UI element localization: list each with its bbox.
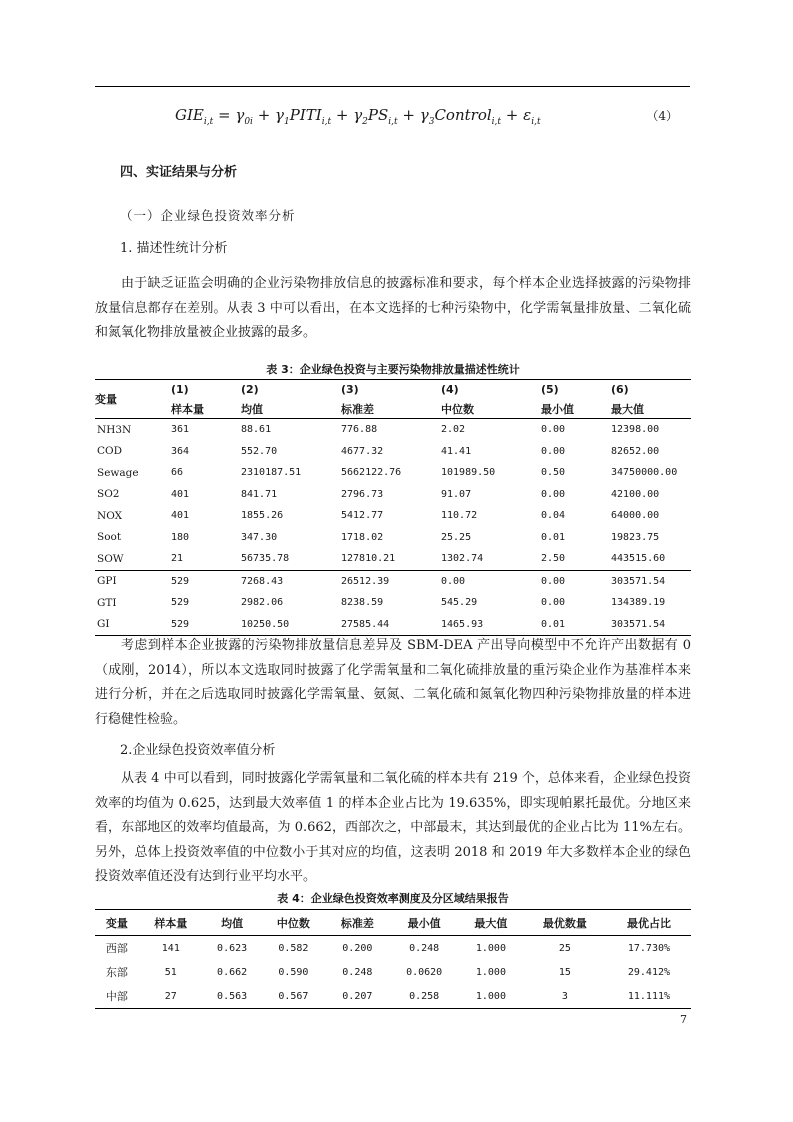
table-cell: 0.00 [541, 597, 566, 609]
table-cell: 0.00 [441, 570, 541, 592]
table-cell: 0.04 [541, 510, 566, 522]
table-cell: 101989.50 [441, 467, 496, 479]
table3-colname: 最大值 [611, 402, 644, 416]
table-row [95, 614, 691, 636]
table-row [95, 960, 691, 984]
subsection-title: （一）企业绿色投资效率分析 [120, 208, 296, 223]
table4-col-header: 最小值 [389, 910, 459, 936]
table-cell: 4677.32 [341, 445, 384, 457]
equation-4 [95, 106, 690, 128]
table-cell: 11.111% [607, 984, 691, 1009]
row-label: NOX [97, 509, 123, 522]
table-cell: 0.01 [541, 614, 611, 636]
table-cell: 3 [523, 984, 607, 1009]
row-label: GI [95, 614, 171, 636]
subsubsection-title-1: 1. 描述性统计分析 [120, 241, 228, 256]
table-cell: 1302.74 [441, 553, 484, 565]
row-label: COD [97, 445, 123, 458]
table-cell: 776.88 [341, 419, 441, 441]
table-cell: 361 [171, 419, 241, 441]
table3-colnum: (3) [341, 380, 441, 400]
table-cell: 34750000.00 [611, 467, 678, 479]
table3-colname: 中位数 [441, 402, 474, 416]
table-cell: 41.41 [441, 445, 472, 457]
table4-col-header: 样本量 [139, 910, 203, 936]
table-cell: 0.563 [203, 984, 262, 1009]
row-label: 东部 [105, 966, 128, 979]
table-cell: 0.248 [342, 966, 373, 978]
table-cell: 401 [171, 488, 190, 500]
paragraph-2: 考虑到样本企业披露的污染物排放量信息差异及 SBM-DEA 产出导向模型中不允许产出数据有 0（成刚，2014），所以本文选取同时披露了化学需氧量和二氧化硫排放量的重污染企业作为基准样本来进行分析，并在之后选取同时披露化学需氧量、氨氮、二氧化硫和氮氧化物四种污染物排放量的样本进行稳健性检验。 [95, 638, 691, 727]
table3-colname: 最小值 [541, 402, 574, 416]
table-cell: 529 [171, 597, 190, 609]
paragraph-3: 从表 4 中可以看到，同时披露化学需氧量和二氧化硫的样本共有 219 个，总体来看，企业绿色投资效率的均值为 0.625，达到最大效率值 1 的样本企业占比为 19.635%，即实现帕累托最优。分地区来看，东部地区的效率均值最高，为 0.662，西部次之，中部最末，其达到最优的企业占比为 11%左右。另外，总体上投资效率值的中位数小于其对应的均值，这表明 2018 和 2019 年大多数样本企业的绿色投资效率值还没有达到行业平均水平。 [95, 771, 691, 884]
table3-colnum: (2) [241, 380, 341, 400]
table-cell: 364 [171, 445, 190, 457]
table-cell: 180 [171, 531, 190, 543]
table-cell: 64000.00 [611, 510, 660, 522]
table-row [95, 592, 691, 614]
table-cell: 141 [161, 942, 180, 954]
table-cell: 27585.44 [341, 614, 441, 636]
table-cell: 303571.54 [611, 570, 691, 592]
table-row [95, 527, 691, 549]
table-cell: 17.730% [627, 942, 671, 954]
table-row [95, 441, 691, 463]
row-label: GPI [95, 570, 171, 592]
row-label: GTI [97, 596, 117, 609]
table-cell: 0.0620 [406, 966, 443, 978]
table-row [95, 936, 691, 961]
table-cell: 347.30 [241, 531, 278, 543]
row-label: 中部 [95, 984, 139, 1009]
table-cell: 42100.00 [611, 488, 660, 500]
table-cell: 66 [171, 467, 184, 479]
table-row [95, 570, 691, 592]
table3-colnum: (5) [541, 380, 611, 400]
table-row [95, 984, 691, 1009]
table-cell: 51 [164, 966, 177, 978]
table4-col-header: 中位数 [261, 910, 325, 936]
table4-col-header: 变量 [95, 910, 139, 936]
table3-colnum: (1) [171, 380, 241, 400]
section-title: 四、实证结果与分析 [120, 165, 238, 180]
table4-caption: 表 4：企业绿色投资效率测度及分区域结果报告 [277, 892, 509, 905]
table-4 [95, 909, 691, 1009]
table-cell: 1.000 [475, 966, 506, 978]
table3-colnum: (4) [441, 380, 541, 400]
table-cell: 1.000 [459, 984, 523, 1009]
table-cell: 0.01 [541, 531, 566, 543]
table-row [95, 462, 691, 484]
table-cell: 25 [558, 942, 571, 954]
table4-col-header: 最优数量 [523, 910, 607, 936]
table-cell: 401 [171, 510, 190, 522]
table3-caption: 表 3：企业绿色投资与主要污染物排放量描述性统计 [266, 363, 520, 376]
table-cell: 56735.78 [241, 553, 290, 565]
row-label: SOW [97, 552, 124, 565]
table-cell: 0.662 [217, 966, 248, 978]
table-cell: 82652.00 [611, 445, 660, 457]
table-cell: 0.200 [342, 942, 373, 954]
table3-var-header: 变量 [95, 380, 171, 419]
table4-col-header: 标准差 [325, 910, 389, 936]
table-cell: 529 [171, 570, 241, 592]
table4-header-row [95, 910, 691, 936]
table-cell: 5412.77 [341, 510, 384, 522]
table-cell: 0.00 [541, 445, 566, 457]
table-cell: 0.50 [541, 467, 566, 479]
table-row [95, 419, 691, 441]
table-cell: 443515.60 [611, 553, 666, 565]
row-label: SO2 [97, 488, 120, 501]
table-cell: 7268.43 [241, 570, 341, 592]
row-label: NH3N [95, 419, 171, 441]
table-cell: 0.582 [278, 942, 309, 954]
table-cell: 91.07 [441, 488, 472, 500]
table-cell: 26512.39 [341, 570, 441, 592]
table-row [95, 548, 691, 570]
table3-colnum: (6) [611, 380, 691, 400]
table-cell: 19823.75 [611, 531, 660, 543]
table-cell: 15 [558, 966, 571, 978]
table-cell: 12398.00 [611, 419, 691, 441]
row-label: Sewage [97, 466, 139, 479]
table-cell: 2.50 [541, 553, 566, 565]
table-cell: 841.71 [241, 488, 278, 500]
table3-group1 [95, 419, 691, 571]
table-cell: 529 [171, 614, 241, 636]
table-cell: 27 [139, 984, 203, 1009]
equation-body: $GIE_{i,t} = \gamma_{0i}$ + $\gamma_1PITI_{i,t} + \gamma_2PS_{i,t}$ + $\gamma_3Control_{i,t} + \varepsilon_{i,t}$ [175, 106, 541, 127]
table-cell: 0.00 [541, 488, 566, 500]
row-label: 西部 [105, 942, 128, 955]
table-cell: 5662122.76 [341, 467, 402, 479]
table-cell: 0.258 [389, 984, 459, 1009]
table-cell: 2.02 [441, 419, 541, 441]
table-row [95, 505, 691, 527]
table3-colname: 标准差 [341, 402, 374, 416]
table4-col-header: 均值 [203, 910, 262, 936]
top-rule [95, 86, 690, 87]
table-cell: 2796.73 [341, 488, 384, 500]
table-cell: 2310187.51 [241, 467, 302, 479]
table-cell: 1.000 [475, 942, 506, 954]
table-3 [95, 379, 691, 636]
table4-col-header: 最大值 [459, 910, 523, 936]
table-cell: 0.248 [409, 942, 440, 954]
table-cell: 1465.93 [441, 614, 541, 636]
table4-col-header: 最优占比 [607, 910, 691, 936]
table-cell: 0.207 [325, 984, 389, 1009]
subsubsection-title-2: 2.企业绿色投资效率值分析 [120, 743, 276, 758]
table-row [95, 484, 691, 506]
table-cell: 0.623 [217, 942, 248, 954]
row-label: Soot [97, 531, 122, 544]
table-cell: 1855.26 [241, 510, 284, 522]
table-cell: 303571.54 [611, 614, 691, 636]
table-cell: 29.412% [627, 966, 671, 978]
table-cell: 2982.06 [241, 597, 284, 609]
table-cell: 127810.21 [341, 553, 396, 565]
table-cell: 545.29 [441, 597, 478, 609]
paragraph-1: 由于缺乏证监会明确的企业污染物排放信息的披露标准和要求，每个样本企业选择披露的污染物排放量信息都存在差别。从表 3 中可以看出，在本文选择的七种污染物中，化学需氧量排放量、二氧化硫和氮氧化物排放量被企业披露的最多。 [95, 276, 691, 340]
table-cell: 10250.50 [241, 614, 341, 636]
table-cell: 0.567 [261, 984, 325, 1009]
table-cell: 25.25 [441, 531, 472, 543]
table3-colname: 均值 [241, 402, 263, 416]
table-cell: 88.61 [241, 419, 341, 441]
table-cell: 110.72 [441, 510, 478, 522]
table-cell: 0.00 [541, 419, 611, 441]
table3-colname: 样本量 [171, 402, 204, 416]
table4-body [95, 936, 691, 1009]
table-cell: 0.590 [278, 966, 309, 978]
table-cell: 8238.59 [341, 597, 384, 609]
table-cell: 552.70 [241, 445, 278, 457]
table-cell: 21 [171, 553, 184, 565]
table-cell: 134389.19 [611, 597, 666, 609]
table3-group2 [95, 570, 691, 636]
table-cell: 1718.02 [341, 531, 384, 543]
page-number: 7 [680, 1013, 687, 1026]
table-cell: 0.00 [541, 570, 611, 592]
equation-number: （4） [646, 109, 678, 123]
